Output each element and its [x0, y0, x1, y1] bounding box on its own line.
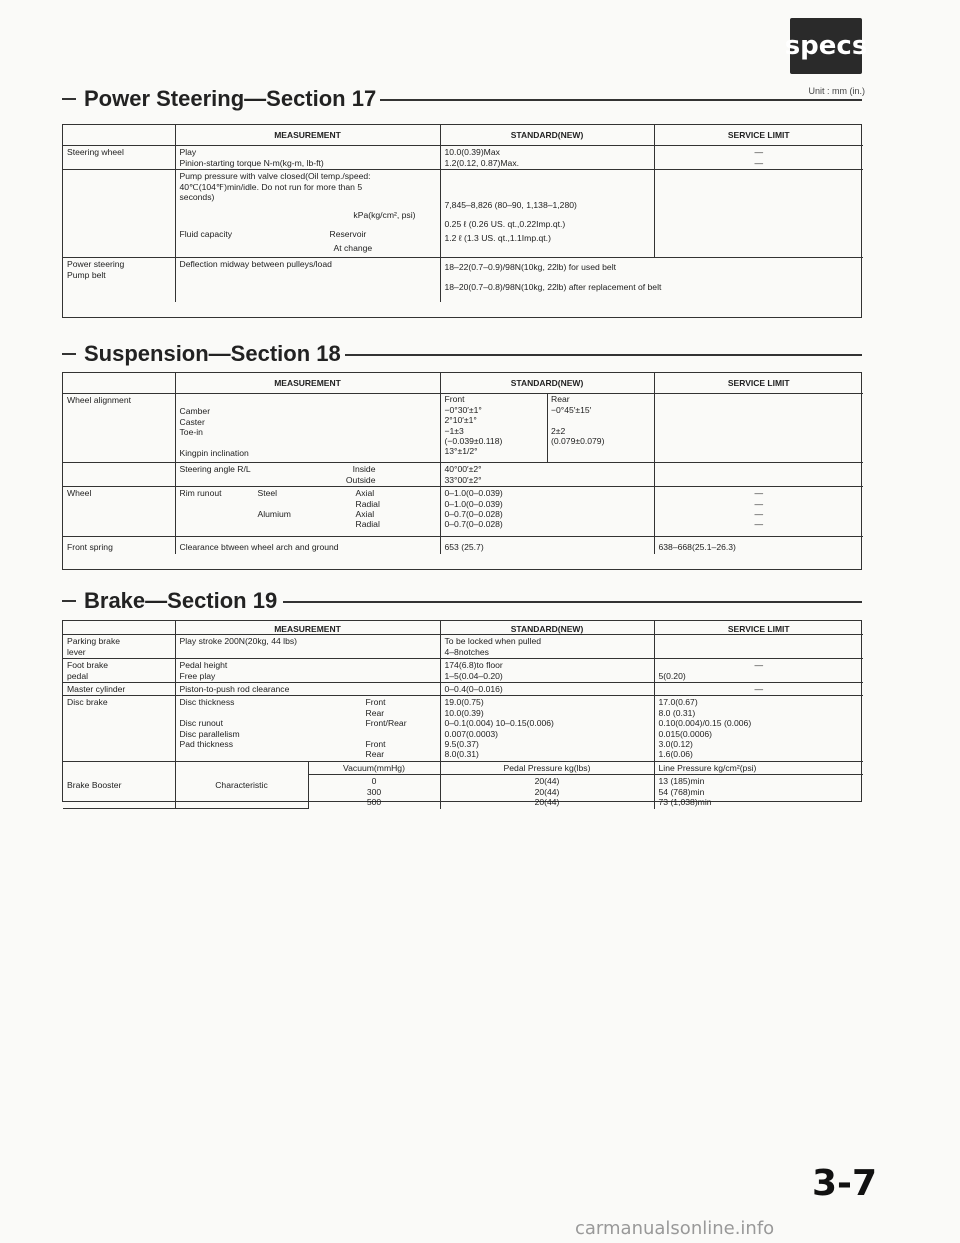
header-measurement: MEASUREMENT	[175, 621, 440, 635]
section-rule	[283, 601, 862, 603]
section-title-suspension: Suspension—Section 18	[62, 341, 341, 367]
header-standard: STANDARD(NEW)	[440, 373, 654, 394]
table-row: Pump pressure with valve closed(Oil temp./speed: 40℃(104℉)min/idle. Do not run for more than 5 seconds) kPa(kg/cm², psi) Fluid capacity Reservoir At change 7,845–8,826 (80–90, 1,138–1,280) 0.25 ℓ (0.26 US. qt.,0.22Imp.qt.) 1.2 ℓ (1.3 US. qt.,1.1Imp.qt.)	[63, 170, 863, 258]
suspension-table	[62, 372, 862, 570]
specs-badge: specs	[790, 18, 862, 74]
header-service-limit: SERVICE LIMIT	[654, 125, 863, 146]
power-steering-table	[62, 124, 862, 318]
unit-note: Unit : mm (in.)	[808, 86, 865, 96]
header-standard: STANDARD(NEW)	[440, 621, 654, 635]
table-row: Front spring Clearance btween wheel arch and ground 653 (25.7) 638–668(25.1–26.3)	[63, 537, 863, 554]
watermark: carmanualsonline.info	[575, 1218, 775, 1239]
header-measurement: MEASUREMENT	[175, 373, 440, 394]
header-standard: STANDARD(NEW)	[440, 125, 654, 146]
table-row: Wheel Rim runout Steel Alumium Axial Radial Axial Radial 0–1.0(0–0.039) 0–1.0(0–0.039) 0–0.7(0–0.028) 0–0.7(0–0.028) — — — —	[63, 487, 863, 537]
table-row: Wheel alignment Camber Caster Toe-in Kingpin inclination Front −0°30′±1° 2°10′±1° −1±3 (−0.039±0.118) 13°±1/2° Rear −0°45′±15′ 2±2 (0.079±0.079)	[63, 394, 863, 463]
table-row: Disc brake Disc thickness Disc runout Disc parallelism Pad thickness Front Rear Front/Rear Front Rear 19.0(0.75) 10.0(0.39) 0–0.1(0.004) 10–0.15(0.006) 0.007(0.0003) 9.5(0.37) 8.0(0.31) 17.0(0.67) 8.0 (0.31) 0.10(0.004)/0.15 (0.006) 0.015(0.0006) 3.0(0.12) 1.6(0.06)	[63, 696, 863, 761]
table-row: Power steering Pump belt Deflection midway between pulleys/load 18–22(0.7–0.9)/98N(10kg, 22lb) for used belt 18–20(0.7–0.8)/98N(10kg, 22lb) after replacement of belt	[63, 258, 863, 302]
section-title-power-steering: Power Steering—Section 17	[62, 86, 376, 112]
table-row: Brake Booster Characteristic Vacuum(mmHg) Pedal Pressure kg(lbs) Line Pressure kg/cm²(psi)	[63, 761, 863, 774]
section-rule	[345, 354, 862, 356]
page-number: 3-7	[812, 1163, 878, 1204]
section-rule	[380, 99, 862, 101]
row-label: Steering wheel	[63, 146, 175, 170]
header-measurement: MEASUREMENT	[175, 125, 440, 146]
table-row: Steering wheel Play Pinion-starting torque N-m(kg-m, lb-ft) 10.0(0.39)Max 1.2(0.12, 0.87)Max. — —	[63, 146, 863, 170]
brake-table	[62, 620, 862, 808]
table-row: Foot brake pedal Pedal height Free play 174(6.8)to floor 1–5(0.04–0.20) — 5(0.20)	[63, 659, 863, 683]
header-service-limit: SERVICE LIMIT	[654, 373, 863, 394]
table-row: Parking brake lever Play stroke 200N(20kg, 44 lbs) To be locked when pulled 4–8notches	[63, 635, 863, 659]
table-row: Steering angle R/L Inside Outside 40°00′±2° 33°00′±2°	[63, 463, 863, 487]
header-service-limit: SERVICE LIMIT	[654, 621, 863, 635]
table-row: 0 300 500 20(44) 20(44) 20(44) 13 (185)min 54 (768)min 73 (1,038)min	[63, 775, 863, 809]
section-title-brake: Brake—Section 19	[62, 588, 277, 614]
table-row: Master cylinder Piston-to-push rod clearance 0–0.4(0–0.016) —	[63, 683, 863, 696]
